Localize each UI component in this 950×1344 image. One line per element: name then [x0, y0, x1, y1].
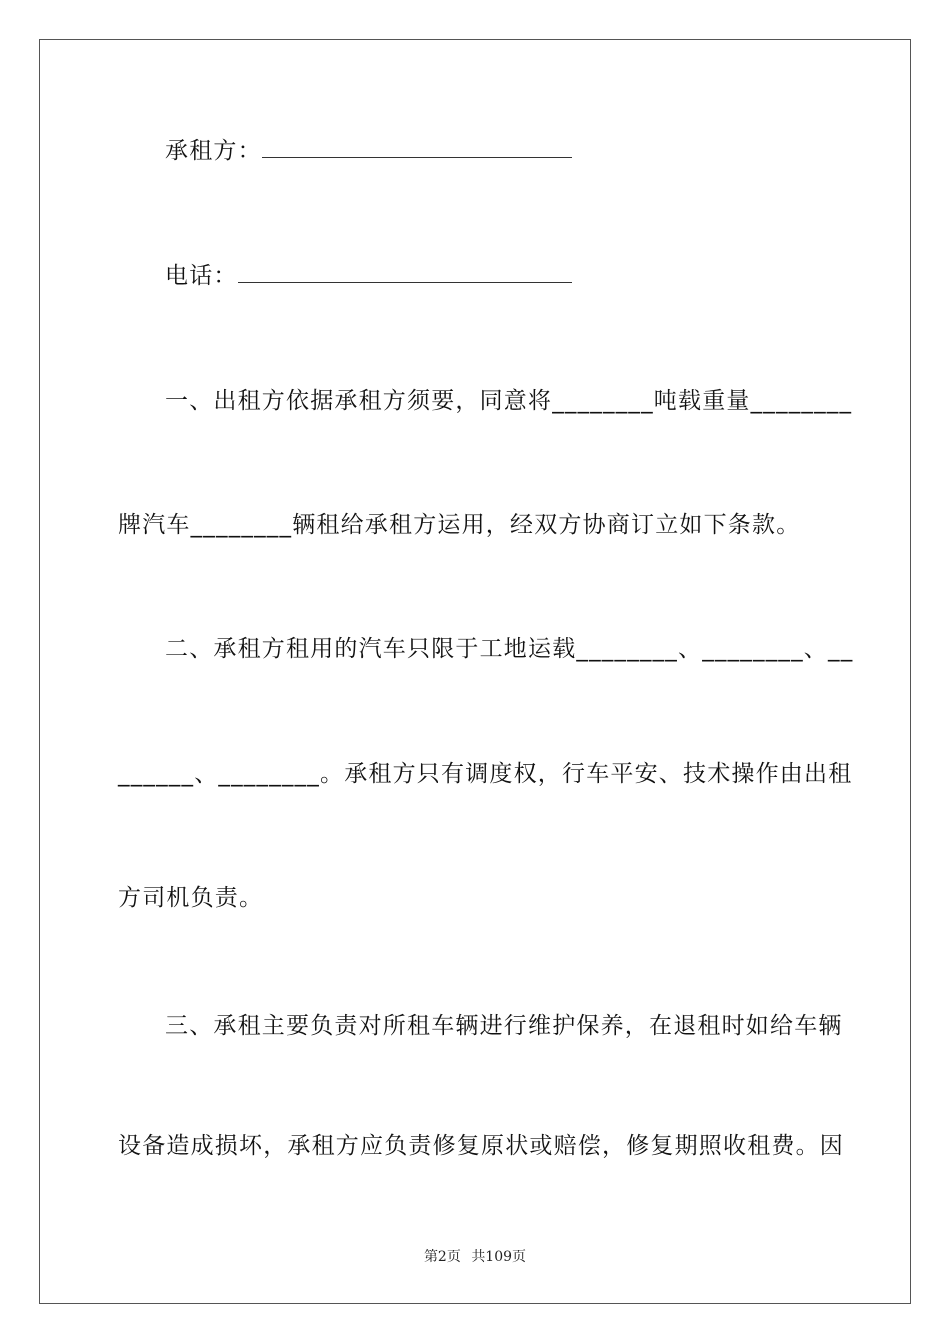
- page-footer: [0, 1248, 950, 1266]
- clause-1-line-2: 牌汽车________辆租给承租方运用，经双方协商订立如下条款。: [118, 512, 801, 538]
- page-total: 共109页: [471, 1249, 527, 1265]
- clause-2-line-3: 方司机负责。: [118, 885, 264, 911]
- clause-3-line-1: 三、承租主要负责对所租车辆进行维护保养，在退租时如给车辆: [165, 1013, 843, 1039]
- clause-2-line-2: ______、________。承租方只有调度权，行车平安、技术操作由出租: [118, 761, 853, 787]
- clause-3-line-2: 设备造成损坏，承租方应负责修复原状或赔偿，修复期照收租费。因: [118, 1133, 844, 1159]
- lessee-label: 承租方：: [165, 138, 262, 164]
- clause-1-line-1: 一、出租方依据承租方须要，同意将________吨载重量________: [165, 388, 853, 414]
- phone-blank[interactable]: [238, 262, 572, 283]
- phone-label: 电话：: [165, 263, 238, 289]
- phone-field: [165, 262, 572, 290]
- lessee-field: [165, 137, 572, 165]
- page-border: [39, 39, 911, 1304]
- clause-2-line-1: 二、承租方租用的汽车只限于工地运载________、________、__: [165, 636, 854, 662]
- lessee-blank[interactable]: [262, 137, 572, 158]
- page-number: 第2页: [423, 1249, 461, 1265]
